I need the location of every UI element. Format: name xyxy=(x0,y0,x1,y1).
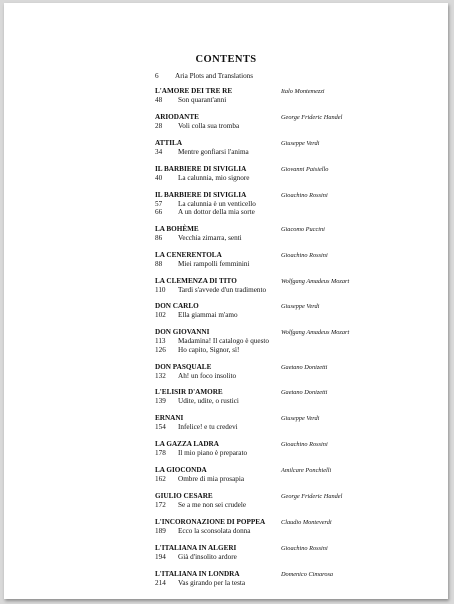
aria-line xyxy=(155,286,395,294)
aria-title: Miei rampolli femminini xyxy=(178,259,250,268)
opera-title: LA CLEMENZA DI TITO xyxy=(155,276,237,285)
aria-page-number: 86 xyxy=(155,233,163,242)
composer-name: Gaetano Donizetti xyxy=(281,389,328,397)
aria-line xyxy=(155,579,395,587)
aria-title: La calunnia, mio signore xyxy=(178,173,250,182)
aria-line xyxy=(155,311,395,319)
aria-title: Voli colla sua tromba xyxy=(178,121,240,130)
aria-title: Se a me non sei crudele xyxy=(178,500,247,509)
aria-line xyxy=(155,372,395,380)
aria-line xyxy=(155,337,395,345)
contents-entry xyxy=(155,518,395,535)
contents-entry xyxy=(155,492,395,509)
composer-name: Giuseppe Verdi xyxy=(281,415,320,423)
aria-title: Udite, udite, o rustici xyxy=(178,397,239,406)
aria-title: Son quarant'anni xyxy=(178,96,227,104)
aria-line xyxy=(155,423,395,431)
aria-line xyxy=(155,553,395,561)
aria-title: Vas girando per la testa xyxy=(178,578,246,587)
composer-name: Gioachino Rossini xyxy=(281,191,328,199)
aria-page-number: 113 xyxy=(155,337,166,346)
aria-title: Ecco la sconsolata donna xyxy=(178,526,251,535)
composer-name: Wolfgang Amadeus Mozart xyxy=(281,277,350,285)
opera-title: IL BARBIERE DI SIVIGLIA xyxy=(155,164,247,173)
contents-entry xyxy=(155,251,395,268)
opera-title: DON CARLO xyxy=(155,302,199,311)
contents-list xyxy=(155,87,395,596)
contents-entry xyxy=(155,191,395,217)
opera-title: L'ITALIANA IN ALGERI xyxy=(155,543,237,552)
aria-line xyxy=(155,234,395,242)
aria-line xyxy=(155,96,395,104)
composer-name: Gaetano Donizetti xyxy=(281,363,328,371)
intro-text: Aria Plots and Translations xyxy=(175,72,254,80)
aria-page-number: 102 xyxy=(155,311,166,320)
opera-title: LA BOHÈME xyxy=(155,224,199,233)
aria-title: Mentre gonfiarsi l'anima xyxy=(178,147,249,156)
opera-title: GIULIO CESARE xyxy=(155,491,213,500)
opera-title: DON GIOVANNI xyxy=(155,328,210,337)
aria-line xyxy=(155,208,395,216)
opera-title: IL BARBIERE DI SIVIGLIA xyxy=(155,190,247,199)
aria-line xyxy=(155,501,395,509)
aria-title: Vecchia zimarra, senti xyxy=(178,233,242,242)
aria-title: Già d'insolito ardore xyxy=(178,552,237,561)
aria-page-number: 126 xyxy=(155,345,166,354)
aria-line xyxy=(155,397,395,405)
aria-title: Ella giammai m'amo xyxy=(178,311,238,320)
aria-title: Tardi s'avvede d'un tradimento xyxy=(178,285,267,294)
contents-entry xyxy=(155,363,395,380)
aria-title: A un dottor della mia sorte xyxy=(178,207,255,216)
aria-page-number: 66 xyxy=(155,207,163,216)
opera-title: ERNANI xyxy=(155,414,184,423)
contents-entry xyxy=(155,388,395,405)
contents-entry xyxy=(155,225,395,242)
intro-line xyxy=(155,72,253,81)
contents-entry xyxy=(155,570,395,587)
aria-line xyxy=(155,527,395,535)
aria-page-number: 162 xyxy=(155,475,166,484)
composer-name: Italo Montemezzi xyxy=(281,88,325,95)
composer-name: Giuseppe Verdi xyxy=(281,303,320,311)
opera-title: L'AMORE DEI TRE RE xyxy=(155,87,233,95)
composer-name: Wolfgang Amadeus Mozart xyxy=(281,329,350,337)
contents-entry xyxy=(155,277,395,294)
contents-entry xyxy=(155,113,395,130)
opera-title: LA GIOCONDA xyxy=(155,466,207,475)
composer-name: Claudio Monteverdi xyxy=(281,518,332,526)
aria-title: Infelice! e tu credevi xyxy=(178,423,238,432)
composer-name: George Frideric Handel xyxy=(281,492,343,500)
aria-page-number: 154 xyxy=(155,423,166,432)
opera-title: LA CENERENTOLA xyxy=(155,250,222,259)
aria-page-number: 48 xyxy=(155,96,163,104)
aria-page-number: 214 xyxy=(155,578,166,587)
composer-name: Gioachino Rossini xyxy=(281,251,328,259)
aria-line xyxy=(155,346,395,354)
contents-entry xyxy=(155,87,395,104)
composer-name: Amilcare Ponchielli xyxy=(281,467,332,475)
contents-entry xyxy=(155,440,395,457)
aria-page-number: 28 xyxy=(155,121,163,130)
aria-line xyxy=(155,200,395,208)
composer-name: George Frideric Handel xyxy=(281,113,343,121)
document-page xyxy=(4,3,448,599)
intro-page-number: 6 xyxy=(155,72,159,80)
aria-title: Ah! un foco insolito xyxy=(178,371,237,380)
aria-line xyxy=(155,174,395,182)
composer-name: Gioachino Rossini xyxy=(281,544,328,552)
composer-name: Domenico Cimarosa xyxy=(281,570,334,578)
contents-entry xyxy=(155,139,395,156)
aria-title: Madamina! Il catalogo è questo xyxy=(178,337,270,346)
opera-title: LA GAZZA LADRA xyxy=(155,440,219,449)
aria-page-number: 88 xyxy=(155,259,163,268)
aria-title: Ho capito, Signor, sì! xyxy=(178,345,240,354)
aria-line xyxy=(155,260,395,268)
aria-line xyxy=(155,475,395,483)
aria-page-number: 110 xyxy=(155,285,166,294)
aria-title: Il mio piano è preparato xyxy=(178,449,248,458)
aria-page-number: 132 xyxy=(155,371,166,380)
opera-title: L'ELISIR D'AMORE xyxy=(155,388,223,397)
aria-page-number: 194 xyxy=(155,552,166,561)
aria-page-number: 57 xyxy=(155,199,163,208)
composer-name: Giovanni Paisiello xyxy=(281,165,329,173)
contents-entry xyxy=(155,466,395,483)
aria-page-number: 34 xyxy=(155,147,163,156)
aria-line xyxy=(155,122,395,130)
opera-title: ARIODANTE xyxy=(155,112,199,121)
page-title: CONTENTS xyxy=(195,54,257,65)
aria-page-number: 178 xyxy=(155,449,166,458)
opera-title: DON PASQUALE xyxy=(155,362,212,371)
contents-entry xyxy=(155,544,395,561)
aria-page-number: 172 xyxy=(155,500,166,509)
composer-name: Gioachino Rossini xyxy=(281,441,328,449)
contents-entry xyxy=(155,165,395,182)
aria-line xyxy=(155,148,395,156)
aria-page-number: 40 xyxy=(155,173,163,182)
opera-title: ATTILA xyxy=(155,138,183,147)
aria-line xyxy=(155,449,395,457)
contents-entry xyxy=(155,328,395,354)
opera-title: L'ITALIANA IN LONDRA xyxy=(155,569,240,578)
contents-entry xyxy=(155,414,395,431)
opera-title: L'INCORONAZIONE DI POPPEA xyxy=(155,517,266,526)
aria-page-number: 189 xyxy=(155,526,166,535)
contents-entry xyxy=(155,302,395,319)
aria-page-number: 139 xyxy=(155,397,166,406)
aria-title: La calunnia è un venticello xyxy=(178,199,256,208)
composer-name: Giacomo Puccini xyxy=(281,225,325,233)
composer-name: Giuseppe Verdi xyxy=(281,139,320,147)
aria-title: Ombre di mia prosapia xyxy=(178,475,245,484)
